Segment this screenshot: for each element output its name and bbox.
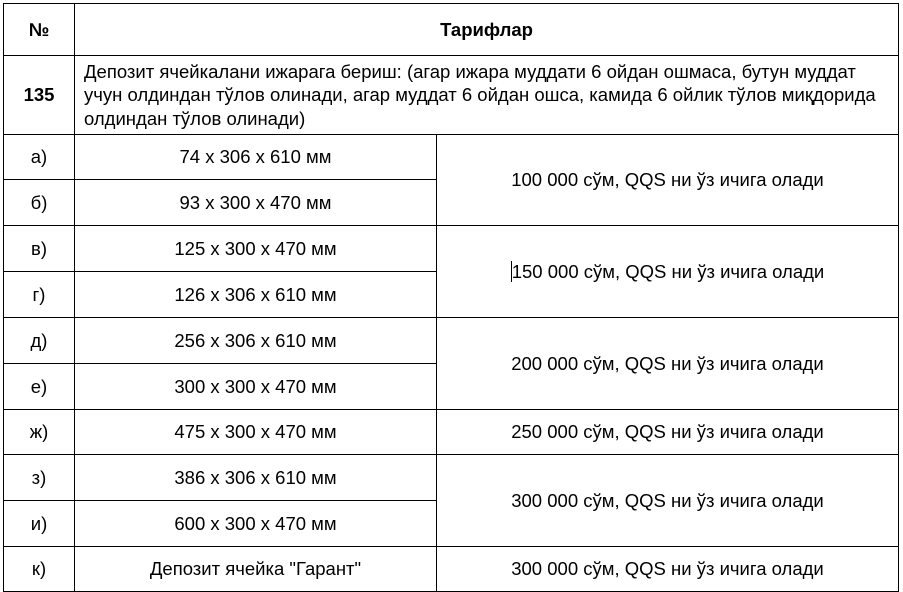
table-row [4,455,899,501]
table-row [4,410,899,455]
row-letter: а) [4,135,75,180]
row-letter: д) [4,318,75,364]
cell-size: 256 x 306 x 610 мм [75,318,437,364]
section-description: Депозит ячейкалани ижарага бериш: (агар ижара муддати 6 ойдан ошмаса, бутун муддат учун олдиндан тўлов олинади, агар муддат 6 ойдан ошса, камида 6 ойлик тўлов миқдорида олдиндан тўлов олинади) [75,56,899,135]
row-letter: в) [4,226,75,272]
cell-size: 600 x 300 x 470 мм [75,501,437,547]
cell-size: Депозит ячейка "Гарант" [75,547,437,592]
cell-size: 126 x 306 x 610 мм [75,272,437,318]
table-row [4,318,899,364]
cell-price: 100 000 сўм, QQS ни ўз ичига олади [437,135,899,226]
row-letter: з) [4,455,75,501]
cell-size: 93 x 300 x 470 мм [75,180,437,226]
cell-price-text: 150 000 сўм, QQS ни ўз ичига олади [511,260,825,282]
cell-size: 125 x 300 x 470 мм [75,226,437,272]
cell-price: 300 000 сўм, QQS ни ўз ичига олади [437,547,899,592]
row-letter: б) [4,180,75,226]
cell-size: 300 x 300 x 470 мм [75,364,437,410]
row-letter: ж) [4,410,75,455]
row-letter: и) [4,501,75,547]
header-row [4,4,899,56]
row-letter: к) [4,547,75,592]
cell-price-editing[interactable] [437,226,899,318]
tariffs-column-header: Тарифлар [75,4,899,56]
cell-price: 300 000 сўм, QQS ни ўз ичига олади [437,455,899,547]
intro-row [4,56,899,135]
row-letter: е) [4,364,75,410]
cell-price: 250 000 сўм, QQS ни ўз ичига олади [437,410,899,455]
tariff-table [3,3,899,592]
cell-size: 74 x 306 x 610 мм [75,135,437,180]
table-row [4,135,899,180]
cell-price: 200 000 сўм, QQS ни ўз ичига олади [437,318,899,410]
table-row [4,226,899,272]
row-letter: г) [4,272,75,318]
cell-size: 386 x 306 x 610 мм [75,455,437,501]
number-column-header: № [4,4,75,56]
cell-size: 475 x 300 x 470 мм [75,410,437,455]
section-number: 135 [4,56,75,135]
